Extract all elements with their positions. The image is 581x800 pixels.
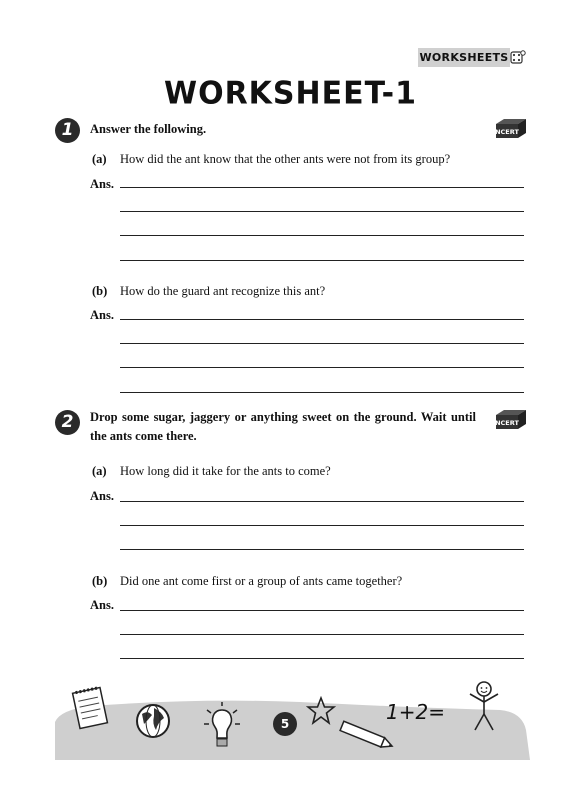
worksheet-title: WORKSHEET-1 [163, 75, 418, 112]
answer-line[interactable] [120, 501, 524, 502]
ncert-label: NCERT [495, 128, 519, 136]
answer-line[interactable] [120, 610, 524, 611]
answer-label-1b: Ans. [90, 308, 114, 322]
answer-line[interactable] [120, 235, 524, 236]
part-text: How long did it take for the ants to come? [120, 464, 331, 478]
question-2b [92, 574, 402, 589]
ncert-book-icon [494, 118, 528, 140]
answer-line[interactable] [120, 319, 524, 320]
question-2-line-2: the ants come there. [90, 429, 197, 443]
dice-icon [510, 49, 526, 66]
answer-line[interactable] [120, 658, 524, 659]
answer-line[interactable] [120, 525, 524, 526]
answer-line[interactable] [120, 343, 524, 344]
part-label: (a) [92, 152, 107, 166]
worksheets-tag: WORKSHEETS [418, 48, 510, 67]
answer-line[interactable] [120, 260, 524, 261]
ncert-label: NCERT [495, 419, 519, 427]
ncert-book-icon [494, 409, 528, 431]
globe-icon [134, 702, 172, 740]
answer-line[interactable] [120, 187, 524, 188]
lightbulb-icon [202, 700, 242, 752]
question-1a [92, 152, 450, 167]
answer-line[interactable] [120, 549, 524, 550]
part-label: (a) [92, 464, 107, 478]
question-2a [92, 464, 331, 479]
answer-line[interactable] [120, 392, 524, 393]
question-number-1: 1 [55, 118, 80, 143]
answer-label-2a: Ans. [90, 489, 114, 503]
question-2-text [90, 408, 476, 446]
question-1-text: Answer the following. [90, 122, 207, 136]
part-text: How did the ant know that the other ants were not from its group? [120, 152, 451, 166]
pencil-icon [336, 720, 398, 752]
answer-line[interactable] [120, 634, 524, 635]
question-1b [92, 284, 325, 299]
notepad-icon [70, 686, 110, 730]
question-number-2: 2 [55, 410, 80, 435]
page-number: 5 [273, 712, 297, 736]
part-label: (b) [92, 574, 108, 588]
part-label: (b) [92, 284, 108, 298]
answer-line[interactable] [120, 211, 524, 212]
part-text: How do the guard ant recognize this ant? [120, 284, 326, 298]
stick-figure-icon [466, 680, 502, 736]
answer-label-1a: Ans. [90, 177, 114, 191]
answer-label-2b: Ans. [90, 598, 114, 612]
question-2-line-1: Drop some sugar, jaggery or anything sweet on the ground. Wait until [90, 410, 476, 424]
math-doodle: 1+2= [386, 700, 445, 724]
part-text: Did one ant come first or a group of ants came together? [120, 574, 403, 588]
answer-line[interactable] [120, 367, 524, 368]
star-icon [306, 696, 336, 726]
